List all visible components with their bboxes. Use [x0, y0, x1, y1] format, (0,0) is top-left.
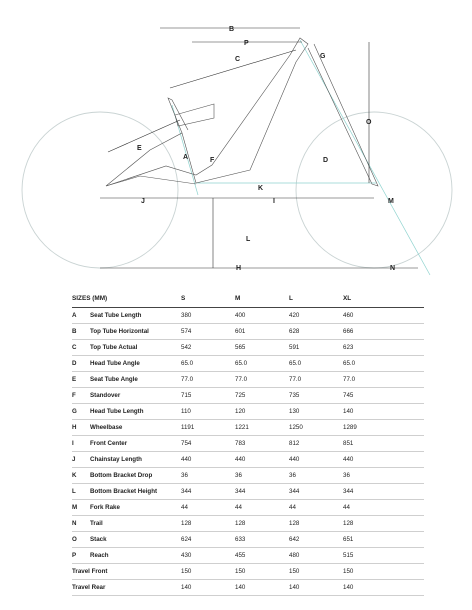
geometry-table [72, 290, 424, 596]
diagram-label-m: M [388, 198, 394, 205]
travel-name: Travel Front [72, 568, 108, 575]
row-value: 77.0 [235, 376, 248, 383]
diagram-label-l: L [246, 236, 251, 243]
table-row [72, 500, 424, 516]
size-s-header: S [181, 295, 186, 302]
row-value: 380 [181, 312, 192, 319]
row-value: 36 [181, 472, 188, 479]
row-name: Top Tube Horizontal [90, 328, 149, 335]
row-value: 140 [181, 584, 192, 591]
row-value: 633 [235, 536, 246, 543]
table-row [72, 340, 424, 356]
row-value: 574 [181, 328, 192, 335]
row-name: Bottom Bracket Height [90, 488, 158, 495]
diagram-label-e: E [137, 145, 142, 152]
row-key: O [72, 536, 77, 543]
row-value: 715 [181, 392, 192, 399]
row-value: 1289 [343, 424, 357, 431]
size-m-header: M [235, 295, 241, 302]
row-key: F [72, 392, 76, 399]
row-value: 735 [289, 392, 300, 399]
row-key: I [72, 440, 74, 447]
row-value: 344 [343, 488, 354, 495]
diagram-label-d: D [323, 157, 329, 164]
row-key: J [72, 456, 76, 463]
row-value: 128 [235, 520, 246, 527]
diagram-label-b: B [229, 26, 235, 33]
row-value: 140 [289, 584, 300, 591]
row-name: Stack [90, 536, 107, 543]
row-value: 565 [235, 344, 246, 351]
diagram-label-k: K [258, 185, 264, 192]
diagram-label-g: G [320, 53, 326, 60]
row-value: 515 [343, 552, 354, 559]
row-value: 128 [289, 520, 300, 527]
row-value: 150 [343, 568, 354, 575]
row-key: G [72, 408, 77, 415]
row-key: P [72, 552, 77, 559]
row-name: Chainstay Length [90, 456, 142, 463]
row-name: Trail [90, 520, 103, 527]
table-row [72, 308, 424, 324]
row-value: 851 [343, 440, 354, 447]
row-value: 460 [343, 312, 354, 319]
row-value: 812 [289, 440, 300, 447]
row-value: 440 [343, 456, 354, 463]
row-value: 400 [235, 312, 246, 319]
row-name: Reach [90, 552, 109, 559]
row-value: 140 [343, 584, 354, 591]
row-name: Seat Tube Length [90, 312, 142, 319]
row-key: E [72, 376, 77, 383]
row-value: 36 [289, 472, 296, 479]
row-value: 754 [181, 440, 192, 447]
row-name: Seat Tube Angle [90, 376, 138, 383]
row-value: 344 [235, 488, 246, 495]
row-key: L [72, 488, 76, 495]
row-value: 642 [289, 536, 300, 543]
row-value: 150 [235, 568, 246, 575]
row-name: Front Center [90, 440, 128, 447]
row-value: 44 [235, 504, 242, 511]
row-value: 783 [235, 440, 246, 447]
fork-outline [308, 44, 378, 186]
row-name: Bottom Bracket Drop [90, 472, 153, 479]
diagram-label-o: O [366, 119, 372, 126]
dim-c [170, 50, 296, 88]
row-value: 140 [343, 408, 354, 415]
row-value: 65.0 [289, 360, 302, 367]
row-value: 430 [181, 552, 192, 559]
row-name: Standover [90, 392, 121, 399]
row-value: 44 [181, 504, 188, 511]
row-value: 65.0 [181, 360, 194, 367]
row-value: 150 [181, 568, 192, 575]
diagram-label-p: P [244, 40, 249, 47]
row-value: 440 [289, 456, 300, 463]
diagram-label-j: J [141, 198, 145, 205]
row-value: 601 [235, 328, 246, 335]
row-name: Head Tube Angle [90, 360, 140, 367]
row-name: Top Tube Actual [90, 344, 138, 351]
table-row [72, 580, 424, 596]
row-value: 624 [181, 536, 192, 543]
shock-outline [175, 104, 214, 126]
row-value: 666 [343, 328, 354, 335]
row-value: 344 [181, 488, 192, 495]
row-value: 591 [289, 344, 300, 351]
table-row [72, 484, 424, 500]
table-header [72, 290, 424, 308]
table-row [72, 548, 424, 564]
row-value: 128 [181, 520, 192, 527]
row-value: 623 [343, 344, 354, 351]
geometry-diagram [0, 0, 472, 285]
row-value: 440 [235, 456, 246, 463]
row-value: 440 [181, 456, 192, 463]
travel-name: Travel Rear [72, 584, 106, 591]
row-key: M [72, 504, 78, 511]
row-value: 120 [235, 408, 246, 415]
row-value: 128 [343, 520, 354, 527]
dim-e [108, 120, 180, 152]
table-row [72, 404, 424, 420]
row-key: D [72, 360, 77, 367]
row-name: Head Tube Length [90, 408, 144, 415]
table-row [72, 516, 424, 532]
sizes-header: SIZES (MM) [72, 295, 108, 302]
row-value: 1191 [181, 424, 195, 431]
row-name: Wheelbase [90, 424, 123, 431]
diagram-label-f: F [210, 157, 215, 164]
row-value: 44 [343, 504, 350, 511]
rear-wheel [22, 112, 178, 268]
front-wheel [296, 112, 452, 268]
table-row [72, 372, 424, 388]
seatstay-outline [106, 176, 196, 186]
row-value: 130 [289, 408, 300, 415]
row-key: A [72, 312, 77, 319]
diagram-label-n: N [390, 265, 396, 272]
row-key: N [72, 520, 77, 527]
frame-outline [106, 38, 308, 186]
table-row [72, 324, 424, 340]
size-xl-header: XL [343, 295, 352, 302]
table-row [72, 468, 424, 484]
row-value: 65.0 [343, 360, 356, 367]
table-row [72, 388, 424, 404]
row-value: 542 [181, 344, 192, 351]
table-row [72, 452, 424, 468]
row-value: 344 [289, 488, 300, 495]
row-value: 628 [289, 328, 300, 335]
row-name: Fork Rake [90, 504, 120, 511]
row-key: H [72, 424, 77, 431]
table-row [72, 436, 424, 452]
row-value: 150 [289, 568, 300, 575]
row-value: 77.0 [289, 376, 302, 383]
diagram-label-i: I [273, 198, 275, 205]
table-row [72, 564, 424, 580]
row-value: 110 [181, 408, 191, 415]
row-key: C [72, 344, 77, 351]
row-value: 651 [343, 536, 354, 543]
row-value: 420 [289, 312, 300, 319]
row-key: K [72, 472, 77, 479]
row-value: 77.0 [181, 376, 194, 383]
row-value: 1221 [235, 424, 249, 431]
row-value: 65.0 [235, 360, 248, 367]
table-row [72, 532, 424, 548]
row-key: B [72, 328, 77, 335]
table-row [72, 356, 424, 372]
row-value: 745 [343, 392, 354, 399]
row-value: 1250 [289, 424, 303, 431]
row-value: 36 [235, 472, 242, 479]
row-value: 36 [343, 472, 350, 479]
row-value: 725 [235, 392, 246, 399]
row-value: 44 [289, 504, 296, 511]
seat-tube-outline [168, 98, 188, 133]
diagram-label-a: A [183, 154, 189, 161]
size-l-header: L [289, 295, 293, 302]
row-value: 455 [235, 552, 246, 559]
diagram-label-c: C [235, 56, 241, 63]
diagram-label-h: H [236, 265, 242, 272]
row-value: 77.0 [343, 376, 356, 383]
row-value: 140 [235, 584, 246, 591]
row-value: 480 [289, 552, 300, 559]
table-row [72, 420, 424, 436]
